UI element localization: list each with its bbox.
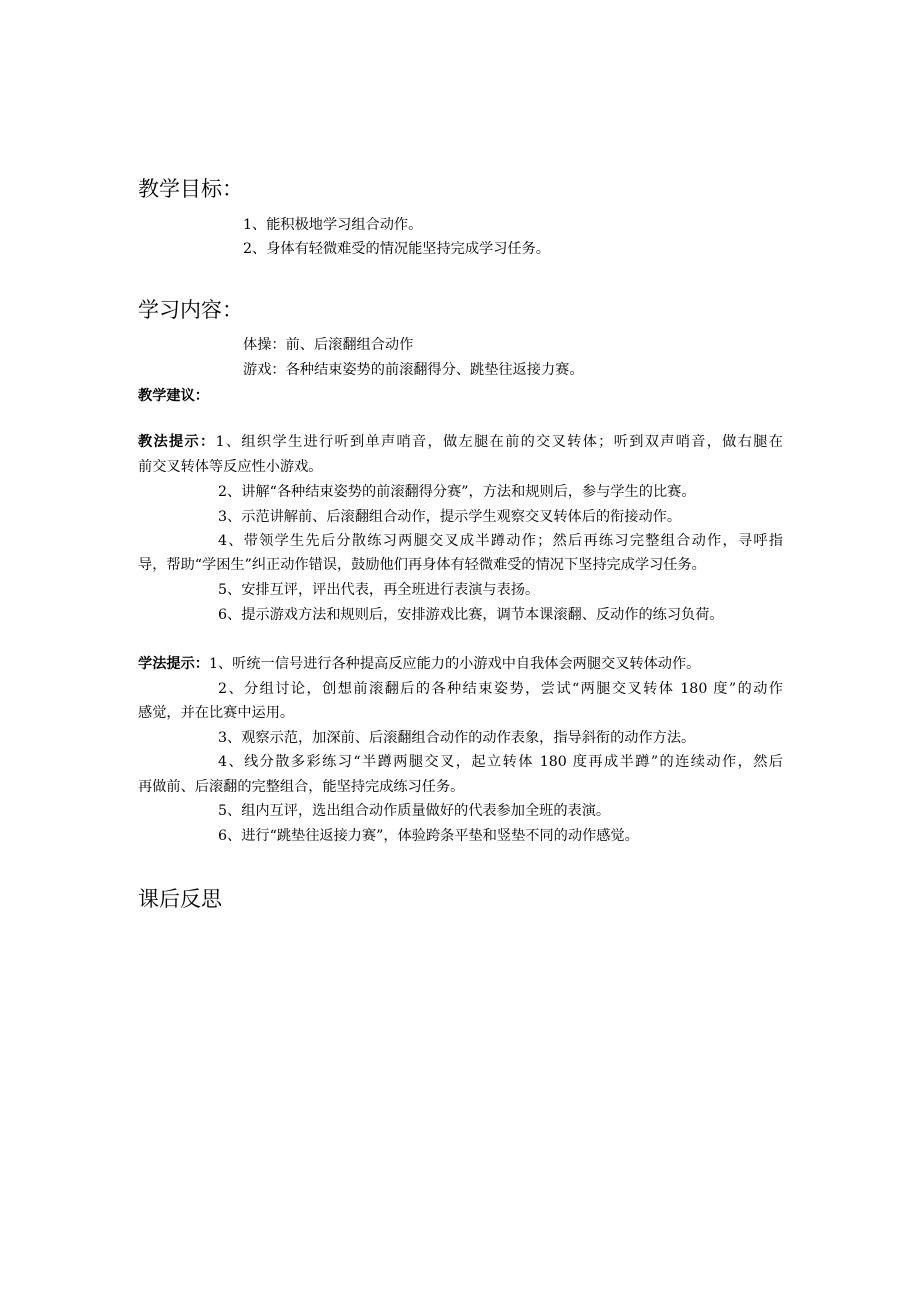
teaching-tips-label: 教法提示： [138, 434, 216, 450]
teaching-tip-2: 2、讲解“各种结束姿势的前滚翻得分赛”，方法和规则后，参与学生的比赛。 [218, 484, 696, 500]
learning-tip-3: 3、观察示范，加深前、后滚翻组合动作的动作表象，指导斜衔的动作方法。 [218, 730, 696, 746]
content-item-gymnastics: 体操：前、后滚翻组合动作 [243, 337, 414, 353]
teaching-tip-3: 3、示范讲解前、后滚翻组合动作，提示学生观察交叉转体后的衔接动作。 [218, 509, 682, 525]
teaching-tip-1: 1、组织学生进行听到单声哨音，做左腿在前的交叉转体；听到双声哨音，做右腿在 [215, 434, 783, 450]
objective-item-1: 1、能积极地学习组合动作。 [243, 217, 423, 233]
content-heading: 学习内容： [138, 298, 243, 322]
teaching-tip-1-cont: 前交叉转体等反应性小游戏。 [138, 459, 323, 475]
teaching-tip-5: 5、安排互评，评出代表，再全班进行表演与表扬。 [218, 582, 540, 598]
objectives-heading: 教学目标： [138, 177, 243, 201]
reflection-heading: 课后反思 [138, 887, 222, 911]
teaching-tip-4-cont: 导，帮助“学困生”纠正动作错误，鼓励他们再身体有轻微难受的情况下坚持完成学习任务。 [138, 557, 706, 573]
learning-tip-4-cont: 再做前、后滚翻的完整组合，能坚持完成练习任务。 [138, 779, 465, 795]
content-item-game: 游戏：各种结束姿势的前滚翻得分、跳垫往返接力赛。 [243, 362, 584, 378]
learning-tip-2-cont: 感觉，并在比赛中运用。 [138, 705, 295, 721]
learning-tip-4: 4、线分散多彩练习“半蹲两腿交叉，起立转体 180 度再成半蹲”的连续动作，然后 [218, 754, 783, 770]
learning-tip-1: 1、听统一信号进行各种提高反应能力的小游戏中自我体会两腿交叉转体动作。 [208, 656, 701, 672]
teaching-tips-line-1 [138, 430, 783, 454]
learning-tips-line-1 [138, 652, 700, 676]
objective-item-2: 2、身体有轻微难受的情况能坚持完成学习任务。 [243, 241, 550, 257]
teaching-tip-4: 4、带领学生先后分散练习两腿交叉成半蹲动作；然后再练习完整组合动作，寻呼指 [218, 533, 783, 549]
learning-tip-2: 2、分组讨论，创想前滚翻后的各种结束姿势，尝试“两腿交叉转体 180 度”的动作 [218, 681, 783, 697]
learning-tips-label: 学法提示： [138, 656, 209, 672]
teaching-tip-6: 6、提示游戏方法和规则后，安排游戏比赛，调节本课滚翻、反动作的练习负荷。 [218, 607, 724, 623]
suggestions-heading: 教学建议： [138, 388, 209, 404]
learning-tip-6: 6、进行“跳垫往返接力赛”，体验跨条平垫和竖垫不同的动作感觉。 [218, 828, 639, 844]
learning-tip-5: 5、组内互评，选出组合动作质量做好的代表参加全班的表演。 [218, 803, 611, 819]
